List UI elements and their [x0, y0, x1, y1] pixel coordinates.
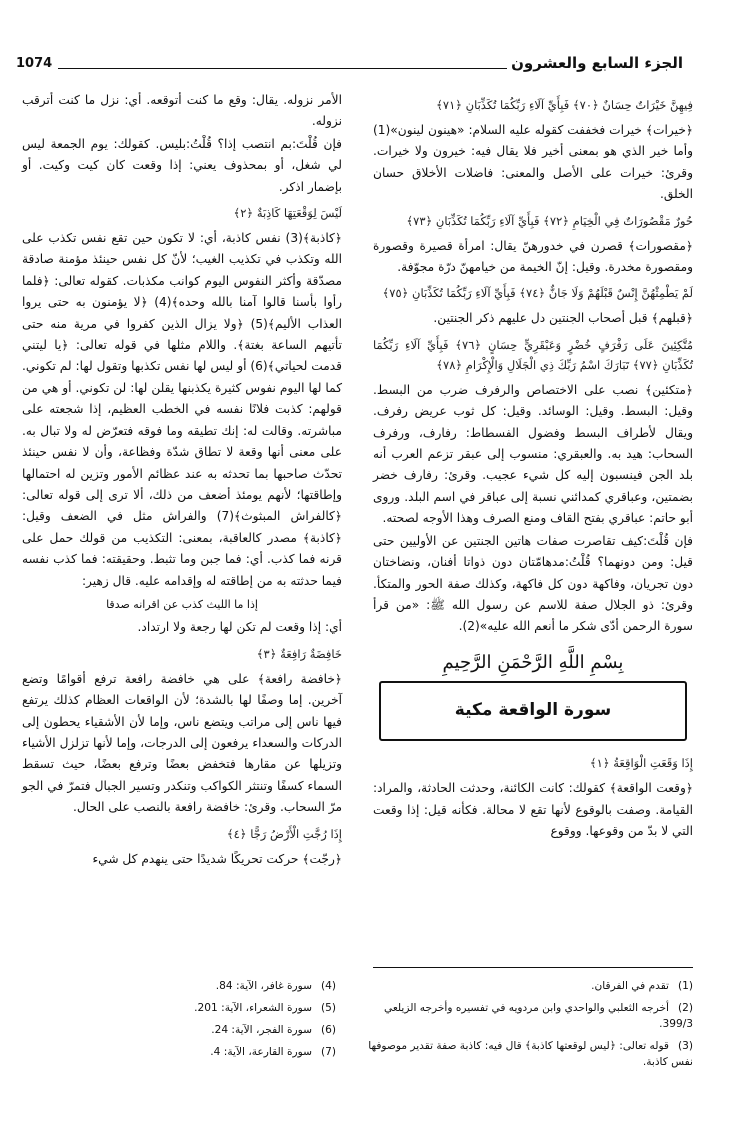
footnote-text: سورة القارعة، الآية: 4.: [210, 1046, 312, 1058]
footnote: [36, 978, 336, 994]
right-column: [373, 90, 693, 843]
commentary-paragraph: ﴿خيرات﴾ خيرات فخففت كقوله عليه السلام: «هينون لينون»(1) وأما خير الذي هو بمعنى أخير فلا يقال فيه: خيرون ولا خيرات. وقرئ: خيرات على الأصل والمعنى: فاضلات الأخلاق حسان الخلق.: [373, 123, 693, 202]
commentary-paragraph: فإن قُلْتَ:بم انتصب إذا؟ قُلْتُ:بليس. كقولك: يوم الجمعة ليس لي شغل، أو بمحذوف يعني: إذا وقعت كان كيت وكيت. أو بإضمار اذكر.: [22, 136, 342, 194]
footnote-text: تقدم في الفرقان.: [591, 980, 669, 992]
quran-verse: فِيهِنَّ خَيْرَاتٌ حِسَانٌ ﴿٧٠﴾ فَبِأَيِّ آلَاءِ رَبِّكُمَا تُكَذِّبَانِ ﴿٧١﴾: [436, 98, 693, 112]
basmala: بِسْمِ اللَّهِ الرَّحْمَنِ الرَّحِيمِ: [442, 651, 624, 673]
commentary-paragraph: ﴿خافضة رافعة﴾ على هي خافضة رافعة ترفع أقوامًا وتضع آخرين. إما وصفًا لها بالشدة؛ لأن الواقعات العظام كذلك يرتفع فيها ناس إلى مراتب ويتضع ناس، وإما لأن الأشقياء يحطون إلى الدركات والسعداء يرفعون إلى الدرجات، وإما لأنها تزلزل الأشياء وتزيلها عن مقارها فتخفض بعضًا وترفع بعضًا، حيث تسقط السماء كسفًا وتنتثر الكواكب وتنكدر وتسير الجبال فتمرّ في الجو مرّ السحاب. وقرئ: خافضة رافعة بالنصب على الحال.: [22, 671, 342, 815]
commentary-paragraph: فإن قُلْتَ:كيف تقاصرت صفات هاتين الجنتين عن الأوليين حتى قيل: ومن دونهما؟ قُلْتُ:مدهامّتان دون ذواتا أفنان، ونضاختان دون تجريان، وفاكهة دون كل فاكهة، وكذلك صفة الحور والمتكأ. وقرئ: ذو الجلال صفة للاسم عن رسول الله ﷺ: «من قرأ سورة الرحمن أدّى شكر ما أنعم الله عليه»(2).: [373, 533, 693, 634]
footnote-number: (2): [677, 1002, 693, 1014]
footnote-number: (1): [677, 980, 693, 992]
footnote-number: (6): [320, 1024, 336, 1036]
commentary-paragraph: ﴿وقعت الواقعة﴾ كقولك: كانت الكائنة، وحدثت الحادثة، والمراد: القيامة. وصفت بالوقوع لأنها تقع لا محالة. فكأنه قيل: إذا وقعت التي لا بدّ من وقوعها. ووقوع: [373, 781, 693, 838]
quran-verse: إِذَا رُجَّتِ الْأَرْضُ رَجًّا ﴿٤﴾: [226, 826, 342, 841]
footnote: [36, 1022, 336, 1038]
footnotes-right: [368, 978, 693, 1076]
quran-verse: حُورٌ مَقْصُورَاتٌ فِي الْخِيَامِ ﴿٧٢﴾ فَبِأَيِّ آلَاءِ رَبِّكُمَا تُكَذِّبَانِ ﴿٧٣﴾: [406, 213, 693, 228]
running-title: الجزء السابع والعشرون: [511, 54, 683, 72]
commentary-paragraph: ﴿مقصورات﴾ قصرن في خدورهنّ يقال: امرأة قصيرة وقصورة ومقصورة مخدرة. وقيل: إنّ الخيمة من خيامهنّ درّة مجوّفة.: [373, 238, 693, 275]
surah-title: سورة الواقعة مكية: [454, 700, 612, 721]
footnote-number: (3): [677, 1040, 693, 1052]
footnotes-left: [36, 978, 336, 1066]
commentary-paragraph: ﴿قبلهم﴾ قبل أصحاب الجنتين دل عليهم ذكر الجنتين.: [433, 311, 693, 326]
footnote: [36, 1000, 336, 1016]
footnote-rule: [373, 967, 693, 968]
quran-verse: مُتَّكِئِينَ عَلَى رَفْرَفٍ خُضْرٍ وَعَبْقَرِيٍّ حِسَانٍ ﴿٧٦﴾ فَبِأَيِّ آلَاءِ رَبِّكُمَا تُكَذِّبَانِ ﴿٧٧﴾ تَبَارَكَ اسْمُ رَبِّكَ ذِي الْجَلَالِ وَالْإِكْرَامِ ﴿٧٨﴾: [373, 337, 693, 372]
surah-title-box: [379, 681, 687, 741]
page-number: 1074: [16, 56, 53, 71]
commentary-paragraph: ﴿متكئين﴾ نصب على الاختصاص والرفرف ضرب من البسط. وقيل: البسط. وقيل: الوسائد. وقيل: كل ثوب عريض رفرف. ويقال لأطراف البسط وفضول الفسطاط: رفارف، ورفرف السحاب: هيد به. والعبقري: منسوب إلى عبقر تزعم العرب أنه بلد الجن فينسبون إليه كل شيء عجيب. وقرئ: رفارف خضر بضمتين، وعباقري كمدائني نسبة إلى عباقر في اسم البلد. وروى أبو حاتم: عباقري بفتح القاف ومنع الصرف وهذا الأوجه لصحته.: [373, 382, 693, 526]
footnote-text: أخرجه الثعلبي والواحدي وابن مردويه في تفسيره وأخرجه الزيلعي 399/3.: [383, 1002, 693, 1030]
commentary-paragraph: ﴿كاذبة﴾(3) نفس كاذبة، أي: لا تكون حين تقع نفس تكذب على الله وتكذب في تكذيب الغيب؛ لأنّ كل نفس حينئذ مؤمنة صادقة مصدّقة وأكثر النفوس اليوم كوانب مكذبات. كقوله تعالى: ﴿فلما رأوا بأسنا قالوا آمنا بالله وحده﴾(4) ﴿لا يؤمنون به حتى يروا العذاب الأليم﴾(5) ﴿ولا يزال الذين كفروا في مرية منه حتى تأتيهم الساعة بغتة﴾. واللام مثلها في قوله تعالى: ﴿يا ليتني قدمت لحياتي﴾(6) أو ليس لها نفس تكذبها وتقول لها: لم تكوني. كما لها اليوم نفوس كثيرة يكذبنها يقلن لها: لن تكوني. أو هي من قولهم: كذبت فلانًا نفسه في الخطب العظيم، إذا شجعته على مباشرته. وقالت له: إنك تطيقه وما فوقه فتعرّض له ولا تبال به. على معنى أنها وقعة لا تطاق شدّة وفظاعة، وأن لا نفس حينئذ تحدّث صاحبها بما تحدثه به عند عظائم الأمور وتزين له احتمالها وإطاقتها؛ لأنهم يومئذ أضعف من ذلك، ألا ترى إلى قوله تعالى: ﴿كالفراش المبثوث﴾(7) والفراش مثل في الضعف وقيل: ﴿كاذبة﴾ مصدر كالعاقبة، بمعنى: التكذيب من قولك حمل على قرنه فما كذب. أي: فما جبن وما تثبط. وحقيقته: فما كذب نفسه فيما حدثته به من إطاقته له وإقدامه عليه. قال زهير:: [22, 231, 342, 588]
quran-verse: لَمْ يَطْمِثْهُنَّ إِنْسٌ قَبْلَهُمْ وَلَا جَانٌّ ﴿٧٤﴾ فَبِأَيِّ آلَاءِ رَبِّكُمَا تُكَذِّبَانِ ﴿٧٥﴾: [382, 286, 693, 301]
commentary-paragraph: الأمر نزوله. يقال: وقع ما كنت أتوقعه. أي: نزل ما كنت أترقب نزوله.: [22, 93, 342, 129]
left-column: [22, 90, 342, 871]
commentary-paragraph: ﴿رجّت﴾ حركت تحريكًا شديدًا حتى ينهدم كل شيء: [92, 851, 342, 866]
quran-verse: إِذَا وَقَعَتِ الْوَاقِعَةُ ﴿١﴾: [589, 756, 693, 771]
footnote-number: (5): [320, 1002, 336, 1014]
poem-line: إذا ما الليث كذب عن اقرانه صدقا: [106, 597, 258, 611]
footnote-text: سورة الفجر، الآية: 24.: [211, 1024, 312, 1036]
footnote-text: سورة الشعراء، الآية: 201.: [194, 1002, 312, 1014]
footnote: [368, 978, 693, 994]
footnote-text: سورة غافر، الآية: 84.: [215, 980, 312, 992]
footnote: [368, 1038, 693, 1070]
footnote: [368, 1000, 693, 1032]
footnote-number: (7): [320, 1046, 336, 1058]
footnote-number: (4): [320, 980, 336, 992]
commentary-paragraph: أي: إذا وقعت لم تكن لها رجعة ولا ارتداد.: [137, 620, 342, 635]
header-rule: [58, 68, 507, 69]
page-header: [16, 52, 683, 78]
footnote-text: قوله تعالى: ﴿ليس لوقعتها كاذبة﴾ قال فيه: كاذبة صفة تقدير موصوفها نفس كاذبة.: [368, 1040, 693, 1068]
quran-verse: لَيْسَ لِوَقْعَتِهَا كَاذِبَةٌ ﴿٢﴾: [233, 206, 342, 221]
quran-verse: خَافِضَةٌ رَافِعَةٌ ﴿٣﴾: [256, 646, 342, 661]
footnote: [36, 1044, 336, 1060]
